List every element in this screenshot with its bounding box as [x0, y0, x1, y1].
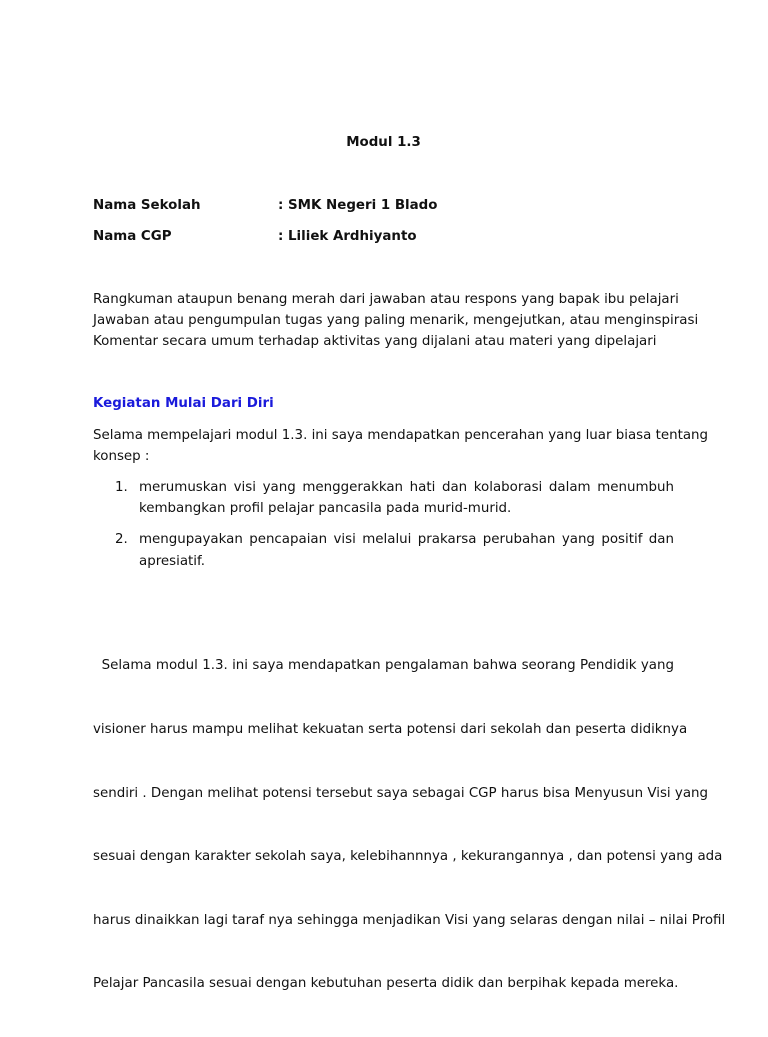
list-item-line: merumuskan visi yang menggerakkan hati dan kolaborasi dalam menumbuh	[139, 480, 674, 495]
info-row-school	[93, 197, 674, 215]
document-page	[93, 0, 726, 1024]
info-label-cgp: Nama CGP	[93, 229, 172, 244]
list-item-line: kembangkan profil pelajar pancasila pada murid-murid.	[139, 501, 512, 517]
info-value-school: : SMK Negeri 1 Blado	[278, 198, 438, 213]
intro-line: Komentar secara umum terhadap aktivitas yang dijalani atau materi yang dipelajari	[93, 334, 657, 350]
closing-paragraph	[93, 613, 726, 1037]
closing-line: sesuai dengan karakter sekolah saya, kelebihannnya , kekurangannya , dan potensi yang ada	[93, 849, 723, 865]
section-heading: Kegiatan Mulai Dari Diri	[93, 396, 274, 411]
closing-line: visioner harus mampu melihat kekuatan serta potensi dari sekolah dan peserta didiknya	[93, 722, 688, 737]
closing-line: Selama modul 1.3. ini saya mendapatkan pengalaman bahwa seorang Pendidik yang	[93, 658, 674, 674]
closing-line: Pelajar Pancasila sesuai dengan kebutuhan peserta didik dan berpihak kepada mereka.	[93, 976, 679, 992]
list-item	[93, 477, 674, 519]
info-row-cgp	[93, 228, 674, 246]
list-item-line: mengupayakan pencapaian visi melalui prakarsa perubahan yang positif dan	[139, 532, 674, 548]
closing-line: harus dinaikkan lagi taraf nya sehingga menjadikan Visi yang selaras dengan nilai – nilai Profil	[93, 912, 726, 928]
document-title: Modul 1.3	[346, 135, 421, 150]
section-intro-line: konsep :	[93, 449, 150, 465]
intro-paragraph	[93, 289, 699, 353]
info-value-cgp: : Liliek Ardhiyanto	[278, 229, 417, 244]
section-intro-paragraph	[93, 425, 709, 467]
list-item-line: apresiatif.	[139, 553, 206, 569]
intro-line: Rangkuman ataupun benang merah dari jawaban atau respons yang bapak ibu pelajari	[93, 292, 679, 307]
closing-line: sendiri . Dengan melihat potensi tersebut saya sebagai CGP harus bisa Menyusun Visi yang	[93, 785, 709, 801]
intro-line: Jawaban atau pengumpulan tugas yang paling menarik, mengejutkan, atau menginspirasi	[93, 313, 699, 329]
list-item-number: 1.	[115, 480, 128, 495]
section-intro-line: Selama mempelajari modul 1.3. ini saya mendapatkan pencerahan yang luar biasa tentang	[93, 428, 709, 443]
info-label-school: Nama Sekolah	[93, 198, 201, 213]
list-item	[93, 529, 674, 571]
concept-list	[93, 477, 674, 572]
list-item-number: 2.	[115, 532, 128, 548]
